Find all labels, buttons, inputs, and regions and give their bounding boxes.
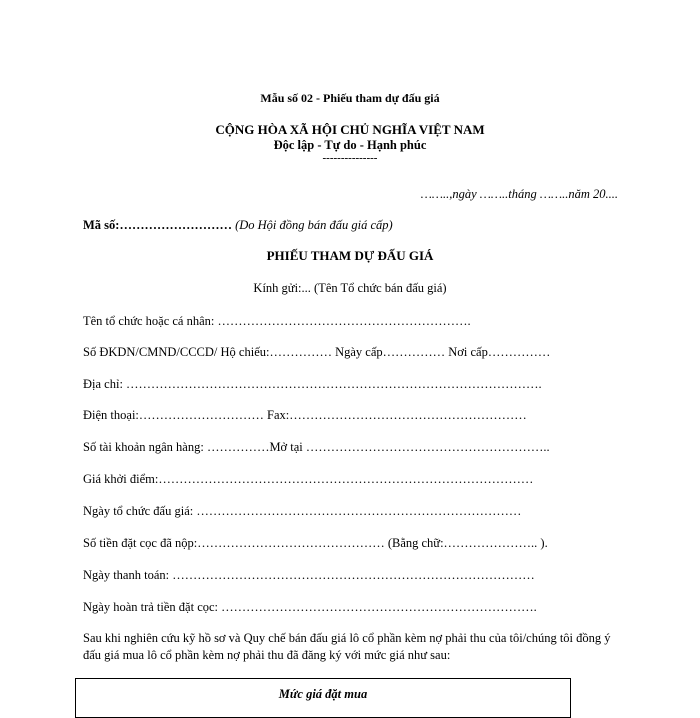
bid-price-table-header: Mức giá đặt mua (278, 687, 368, 701)
date-line: ……..,ngày ……..tháng ……..năm 20.... (420, 187, 618, 201)
field-payment-date: Ngày thanh toán: …………………………………………………………………………… (83, 568, 535, 582)
field-deposit: Số tiền đặt cọc đã nộp:……………………………………… (Bằng chữ:………………….. ). (83, 536, 548, 550)
field-address: Địa chỉ: ………………………………………………………………………………………. (83, 377, 542, 391)
field-starting-price: Giá khởi điểm:……………………………………………………………………………… (83, 472, 534, 486)
national-motto: Độc lập - Tự do - Hạnh phúc (273, 138, 427, 152)
form-number: Mẫu số 02 - Phiếu tham dự đấu giá (260, 91, 440, 105)
bid-price-table (75, 678, 571, 718)
code-label: Mã số:……………………… (83, 218, 232, 232)
field-name: Tên tổ chức hoặc cá nhân: ……………………………………………………. (83, 314, 471, 328)
field-id-number: Số ĐKDN/CMND/CCCD/ Hộ chiếu:…………… Ngày cấp…………… Nơi cấp…………… (83, 345, 551, 359)
agreement-paragraph: Sau khi nghiên cứu kỹ hồ sơ và Quy chế bán đấu giá lô cổ phần kèm nợ phải thu của tôi/chúng tôi đồng ý đấu giá mua lô cổ phần kèm nợ phải thu đã đăng ký với mức giá như sau: (83, 631, 611, 662)
recipient-line: Kính gửi:... (Tên Tổ chức bán đấu giá) (253, 281, 447, 295)
field-bank-account: Số tài khoản ngân hàng: ……………Mở tại ………………………………………………….. (83, 440, 550, 454)
code-line (83, 218, 393, 233)
field-auction-date: Ngày tổ chức đấu giá: …………………………………………………………………… (83, 504, 522, 518)
field-deposit-refund-date: Ngày hoàn trả tiền đặt cọc: …………………………………………………………………. (83, 600, 537, 614)
country-name: CỘNG HÒA XÃ HỘI CHỦ NGHĨA VIỆT NAM (215, 122, 485, 137)
form-title: PHIẾU THAM DỰ ĐẤU GIÁ (266, 248, 434, 263)
field-phone-fax: Điện thoại:………………………… Fax:………………………………………………… (83, 408, 527, 422)
motto-divider: --------------- (322, 152, 378, 164)
code-note: (Do Hội đồng bán đấu giá cấp) (235, 218, 393, 232)
